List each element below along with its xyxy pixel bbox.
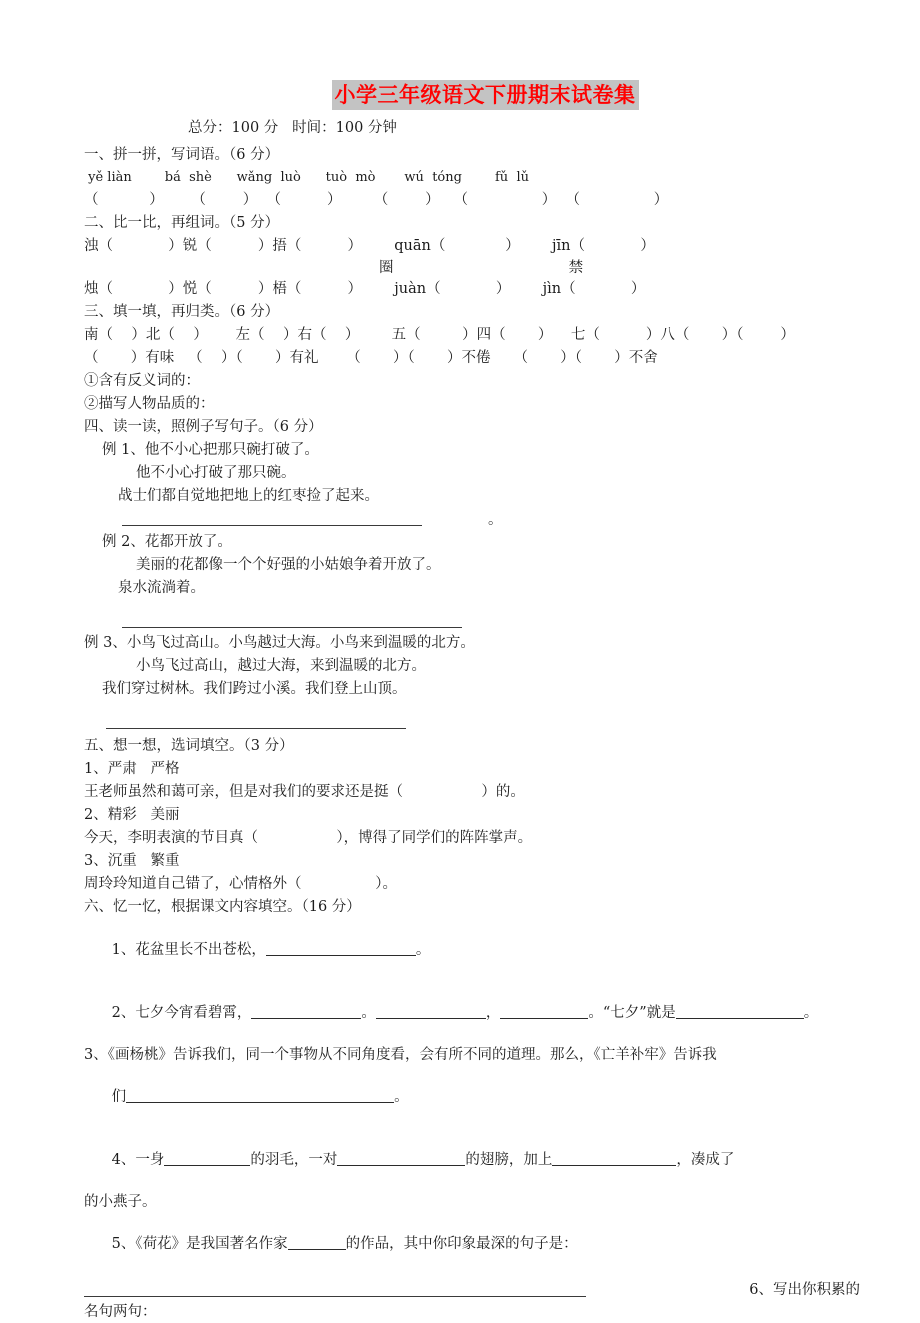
- section-1-heading: 一、拼一拼，写词语。（6 分）: [84, 147, 280, 163]
- section-2-heading: 二、比一比，再组词。（5 分）: [84, 215, 280, 231]
- q4-blank-1[interactable]: [164, 1150, 250, 1166]
- example-1-answer-line[interactable]: [84, 508, 860, 531]
- example-2-model: 美丽的花都像一个个好强的小姑娘争着开放了。: [136, 557, 441, 573]
- q2-punct-1: 。: [361, 1005, 376, 1021]
- q4-text-4: ，凑成了: [676, 1152, 735, 1168]
- section-5-q2-text: 今天，李明表演的节目真（ ），博得了同学们的阵阵掌声。: [84, 830, 533, 846]
- section-2: [84, 212, 860, 301]
- section-4: [84, 416, 860, 735]
- q4-blank-3[interactable]: [552, 1150, 676, 1166]
- section-5-q3-text: 周玲玲知道自己错了，心情格外（ ）。: [84, 876, 397, 892]
- section-1-pinyin-row: yě liàn bá shè wǎng luò tuò mò wú tóng fǔ lǔ: [84, 170, 529, 185]
- q3-blank[interactable]: [126, 1087, 394, 1103]
- section-2-middle-row: 圈 禁: [84, 260, 584, 276]
- section-5-heading: 五、想一想，选词填空。（3 分）: [84, 738, 294, 754]
- section-3-item-1: ①含有反义词的：: [84, 373, 200, 389]
- q2-blank-2[interactable]: [376, 1003, 486, 1019]
- answer-rule[interactable]: [122, 627, 462, 628]
- q1-punct: 。: [415, 942, 431, 958]
- q2-punct-2: ，: [485, 1005, 501, 1021]
- example-2-label: 例 2、花都开放了。: [102, 534, 232, 550]
- q2-blank-1[interactable]: [251, 1003, 361, 1019]
- q4-text-3: 的翅膀，加上: [465, 1152, 553, 1168]
- example-3-model: 小鸟飞过高山，越过大海，来到温暖的北方。: [136, 658, 426, 674]
- section-6-q6-label: 6、写出你积累的: [749, 1282, 860, 1298]
- section-5-q2-words: 2、精彩 美丽: [84, 807, 180, 823]
- example-2-answer-line[interactable]: [84, 600, 860, 632]
- section-6-q5-answer-row: [84, 1276, 860, 1302]
- section-6-q3-line-1: 3、《画杨桃》告诉我们，同一个事物从不同角度看，会有所不同的道理。那么，《亡羊补牢》告诉我: [84, 1047, 717, 1063]
- answer-rule[interactable]: [106, 728, 406, 729]
- q5-text-1: 5、《荷花》是我国著名作家: [111, 1236, 288, 1252]
- title-block: [84, 80, 860, 110]
- q4-text-1: 4、一身: [111, 1152, 165, 1168]
- section-6-q4-line-1: [84, 1129, 860, 1192]
- section-6: [84, 896, 860, 1323]
- section-2-top-row: 浊（ ）锐（ ）捂（ ） quān（ ） jīn（ ）: [84, 238, 655, 254]
- section-3-item-2: ②描写人物品质的：: [84, 396, 215, 412]
- section-1: [84, 144, 860, 212]
- q3-punct: 。: [394, 1089, 409, 1105]
- section-5: [84, 735, 860, 896]
- section-6-q5: [84, 1213, 860, 1276]
- example-1-end-punct: 。: [488, 512, 503, 528]
- section-6-heading: 六、忆一忆，根据课文内容填空。（16 分）: [84, 899, 361, 915]
- example-1-question: 战士们都自觉地把地上的红枣捡了起来。: [118, 488, 379, 504]
- section-6-q1: [84, 919, 860, 982]
- example-2-question: 泉水流淌着。: [118, 580, 205, 596]
- section-6-q4-line-2: 的小燕子。: [84, 1194, 157, 1210]
- section-3: [84, 301, 860, 416]
- section-3-row-1: 南（ ）北（ ） 左（ ）右（ ） 五（ ）四（ ） 七（ ）八（ ）（ ）: [84, 327, 795, 343]
- example-3-answer-line[interactable]: [84, 701, 860, 735]
- section-6-q2: [84, 982, 860, 1045]
- section-5-q3-words: 3、沉重 繁重: [84, 853, 180, 869]
- q1-text: 1、花盆里长不出苍松，: [111, 942, 266, 958]
- q2-punct-3: 。“七夕”就是: [588, 1005, 676, 1021]
- example-3-label: 例 3、小鸟飞过高山。小鸟越过大海。小鸟来到温暖的北方。: [84, 635, 475, 651]
- q2-blank-3[interactable]: [500, 1003, 588, 1019]
- section-3-heading: 三、填一填，再归类。（6 分）: [84, 304, 280, 320]
- section-6-q6-line-2: 名句两句：: [84, 1304, 157, 1320]
- section-2-bottom-row: 烛（ ）悦（ ）梧（ ） juàn（ ） jìn（ ）: [84, 281, 646, 297]
- q3-text: 们: [111, 1089, 127, 1105]
- exam-subtitle: 总分：100 分 时间：100 分钟: [188, 120, 397, 136]
- example-1-model: 他不小心打破了那只碗。: [136, 465, 296, 481]
- example-1-label: 例 1、他不小心把那只碗打破了。: [102, 442, 319, 458]
- section-5-q1-text: 王老师虽然和蔼可亲，但是对我们的要求还是挺（ ）的。: [84, 784, 525, 800]
- example-3-question: 我们穿过树林。我们跨过小溪。我们登上山顶。: [102, 681, 407, 697]
- section-4-heading: 四、读一读，照例子写句子。（6 分）: [84, 419, 323, 435]
- q2-text: 2、七夕今宵看碧霄，: [111, 1005, 252, 1021]
- q2-punct-4: 。: [803, 1005, 819, 1021]
- q4-blank-2[interactable]: [337, 1150, 465, 1166]
- answer-rule[interactable]: [122, 525, 422, 526]
- section-6-q3-line-2: [84, 1066, 860, 1129]
- q4-text-2: 的羽毛，一对: [250, 1152, 338, 1168]
- section-5-q1-words: 1、严肃 严格: [84, 761, 180, 777]
- q5-text-2: 的作品，其中你印象最深的句子是：: [345, 1236, 578, 1252]
- q1-blank[interactable]: [266, 940, 416, 956]
- q5-blank[interactable]: [288, 1234, 346, 1250]
- section-3-row-2: （ ）有味 （ ）（ ）有礼 （ ）（ ）不倦 （ ）（ ）不舍: [84, 350, 658, 366]
- page-title: 小学三年级语文下册期末试卷集: [332, 80, 639, 110]
- section-1-answer-row: （ ） （ ） （ ） （ ） （ ） （ ）: [84, 192, 669, 208]
- q5-answer-rule[interactable]: [84, 1296, 586, 1297]
- q2-blank-4[interactable]: [676, 1003, 804, 1019]
